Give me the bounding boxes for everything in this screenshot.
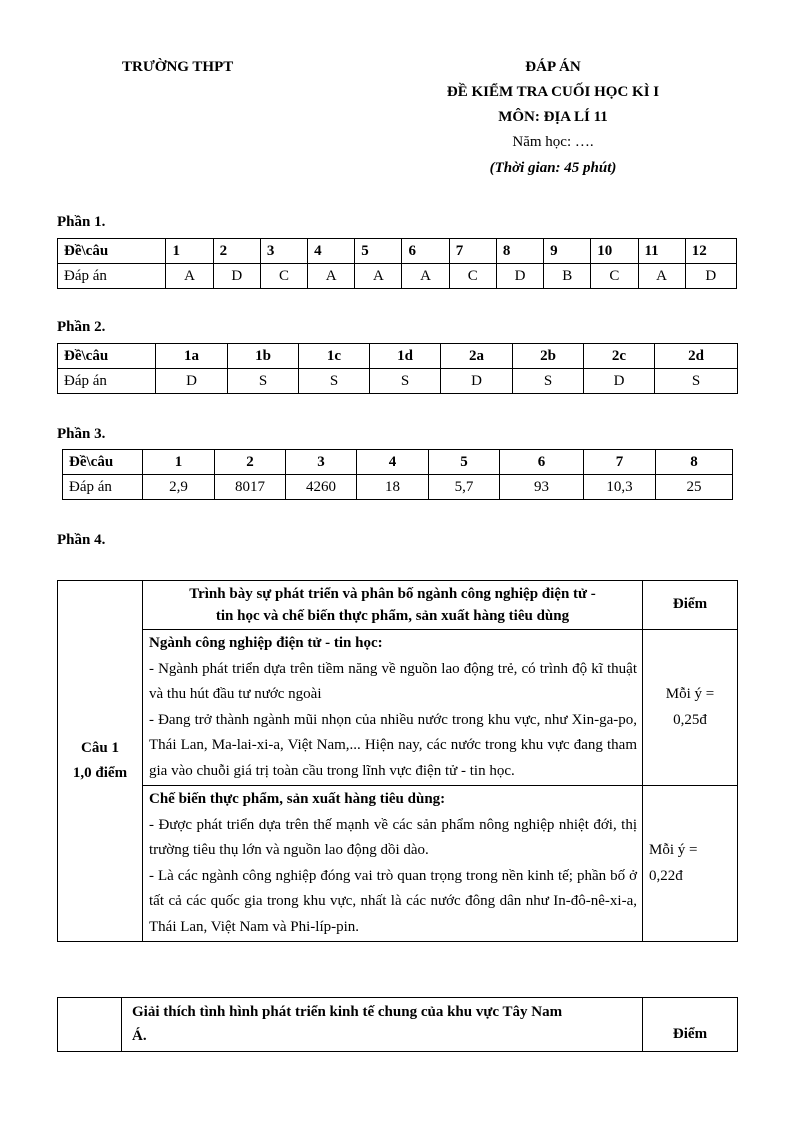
answer-point: - Ngành phát triển dựa trên tiềm năng về nguồn lao động trẻ, có trình độ kĩ thuật và thu hút đầu tư nước ngoài (149, 660, 637, 702)
question-cell: 1a (156, 344, 228, 369)
section-a-score (643, 630, 738, 786)
question-cell: 1b (228, 344, 299, 369)
question-cell: 7 (584, 450, 656, 475)
row-label: Đáp án (58, 264, 166, 289)
question-cell: 3 (260, 239, 307, 264)
question2-header-row (58, 998, 738, 1052)
part1-question-row (58, 239, 737, 264)
exam-duration: (Thời gian: 45 phút) (489, 160, 617, 176)
question-cell: 2b (513, 344, 584, 369)
school-year: Năm học: …. (512, 134, 594, 150)
score-text: Mỗi ý = (665, 686, 715, 702)
answer-cell: A (166, 264, 213, 289)
answer-cell: S (299, 369, 370, 394)
part2-heading: Phần 2. (57, 319, 106, 335)
question-cell: 4 (357, 450, 429, 475)
score-text: Mỗi ý = (649, 842, 698, 858)
section-a-content (143, 630, 643, 786)
part4-heading: Phần 4. (57, 532, 106, 548)
section-b-content (143, 786, 643, 942)
question-cell: 1c (299, 344, 370, 369)
answer-cell: 93 (500, 475, 584, 500)
prompt-line: Á. (132, 1028, 147, 1044)
answer-cell: C (260, 264, 307, 289)
question-cell: 9 (544, 239, 591, 264)
answer-cell: D (156, 369, 228, 394)
answer-cell: D (685, 264, 736, 289)
question-cell: 2a (441, 344, 513, 369)
score-header: Điểm (643, 998, 738, 1052)
answer-cell: A (402, 264, 449, 289)
answer-cell: 10,3 (584, 475, 656, 500)
question-cell: 8 (656, 450, 733, 475)
answer-cell: 2,9 (143, 475, 215, 500)
part3-answer-row (63, 475, 733, 500)
question2-table (57, 997, 738, 1052)
question-cell: 12 (685, 239, 736, 264)
answer-cell: D (213, 264, 260, 289)
answer-cell: D (441, 369, 513, 394)
question-cell: 11 (638, 239, 685, 264)
question1-header-row (58, 581, 738, 630)
answer-cell: A (355, 264, 402, 289)
answer-cell: S (513, 369, 584, 394)
question-cell: 5 (429, 450, 500, 475)
question1-table (57, 580, 738, 942)
row-label: Đáp án (58, 369, 156, 394)
question1-label (58, 581, 143, 942)
answer-cell: 4260 (286, 475, 357, 500)
question-cell: 6 (500, 450, 584, 475)
answer-cell: S (370, 369, 441, 394)
part3-heading: Phần 3. (57, 426, 106, 442)
section-b-score (643, 786, 738, 942)
score-text: 0,22đ (649, 867, 683, 884)
section-title: Chế biến thực phẩm, sản xuất hàng tiêu dùng: (149, 791, 446, 807)
part2-question-row (58, 344, 738, 369)
answer-point: - Được phát triển dựa trên thế mạnh về các sản phẩm nông nghiệp nhiệt đới, thị trường tiêu thụ lớn và nguồn lao động dồi dào. (149, 816, 637, 858)
question-cell: 2c (584, 344, 655, 369)
exam-title: ĐỀ KIỂM TRA CUỐI HỌC KÌ I (446, 84, 660, 100)
question-cell: 4 (308, 239, 355, 264)
part3-question-row (63, 450, 733, 475)
prompt-line: tin học và chế biến thực phẩm, sản xuất hàng tiêu dùng (215, 608, 570, 624)
part1-answer-row (58, 264, 737, 289)
question-cell: 2 (213, 239, 260, 264)
row-label: Đáp án (63, 475, 143, 500)
answer-cell: A (308, 264, 355, 289)
question1-prompt (143, 581, 643, 630)
score-text: 0,25đ (673, 711, 707, 728)
question-cell: 8 (496, 239, 543, 264)
question-cell: 1d (370, 344, 441, 369)
part1-heading: Phần 1. (57, 214, 106, 230)
question1-section-a (58, 630, 738, 786)
row-label: Đề\câu (58, 239, 166, 264)
answer-cell: S (655, 369, 738, 394)
row-label: Đề\câu (63, 450, 143, 475)
question-cell: 1 (166, 239, 213, 264)
part1-answer-table (57, 238, 737, 289)
answer-cell: S (228, 369, 299, 394)
question-cell: 7 (449, 239, 496, 264)
section-title: Ngành công nghiệp điện tử - tin học: (149, 635, 383, 651)
answer-cell: 5,7 (429, 475, 500, 500)
question-cell: 3 (286, 450, 357, 475)
question2-label (58, 998, 122, 1052)
prompt-line: Trình bày sự phát triển và phân bố ngành công nghiệp điện tử - (189, 586, 596, 602)
school-name: TRƯỜNG THPT (122, 59, 234, 75)
answer-point: - Là các ngành công nghiệp đóng vai trò quan trọng trong nền kinh tế; phần bố ở tất cả các quốc gia trong khu vực, nhất là các nước đông dân như In-đô-nê-xi-a, Thái Lan, Việt Nam và Phi-líp-pin. (149, 867, 637, 935)
question1-section-b (58, 786, 738, 942)
answer-cell: 25 (656, 475, 733, 500)
question-points: 1,0 điểm (72, 765, 128, 781)
question-cell: 10 (591, 239, 638, 264)
subject-title: MÔN: ĐỊA LÍ 11 (498, 109, 608, 125)
prompt-line: Giải thích tình hình phát triển kinh tế chung của khu vực Tây Nam (132, 1004, 563, 1020)
answer-cell: D (496, 264, 543, 289)
answer-cell: C (449, 264, 496, 289)
answer-cell: 8017 (215, 475, 286, 500)
question-cell: 6 (402, 239, 449, 264)
answer-cell: A (638, 264, 685, 289)
question-number: Câu 1 (81, 739, 119, 756)
question2-prompt (122, 998, 643, 1052)
question-cell: 1 (143, 450, 215, 475)
answer-cell: C (591, 264, 638, 289)
answer-cell: 18 (357, 475, 429, 500)
score-header: Điểm (643, 581, 738, 630)
answer-cell: D (584, 369, 655, 394)
part3-answer-table (62, 449, 733, 500)
part2-answer-row (58, 369, 738, 394)
doc-title: ĐÁP ÁN (525, 59, 581, 75)
question-cell: 2d (655, 344, 738, 369)
question-cell: 5 (355, 239, 402, 264)
question-cell: 2 (215, 450, 286, 475)
part2-answer-table (57, 343, 738, 394)
answer-cell: B (544, 264, 591, 289)
answer-point: - Đang trở thành ngành mũi nhọn của nhiều nước trong khu vực, như Xin-ga-po, Thái Lan, Ma-lai-xi-a, Việt Nam,... Hiện nay, các nước trong khu vực đang tham gia vào chuỗi giá trị toàn cầu trong lĩnh vực điện tử - tin học. (149, 711, 637, 779)
row-label: Đề\câu (58, 344, 156, 369)
